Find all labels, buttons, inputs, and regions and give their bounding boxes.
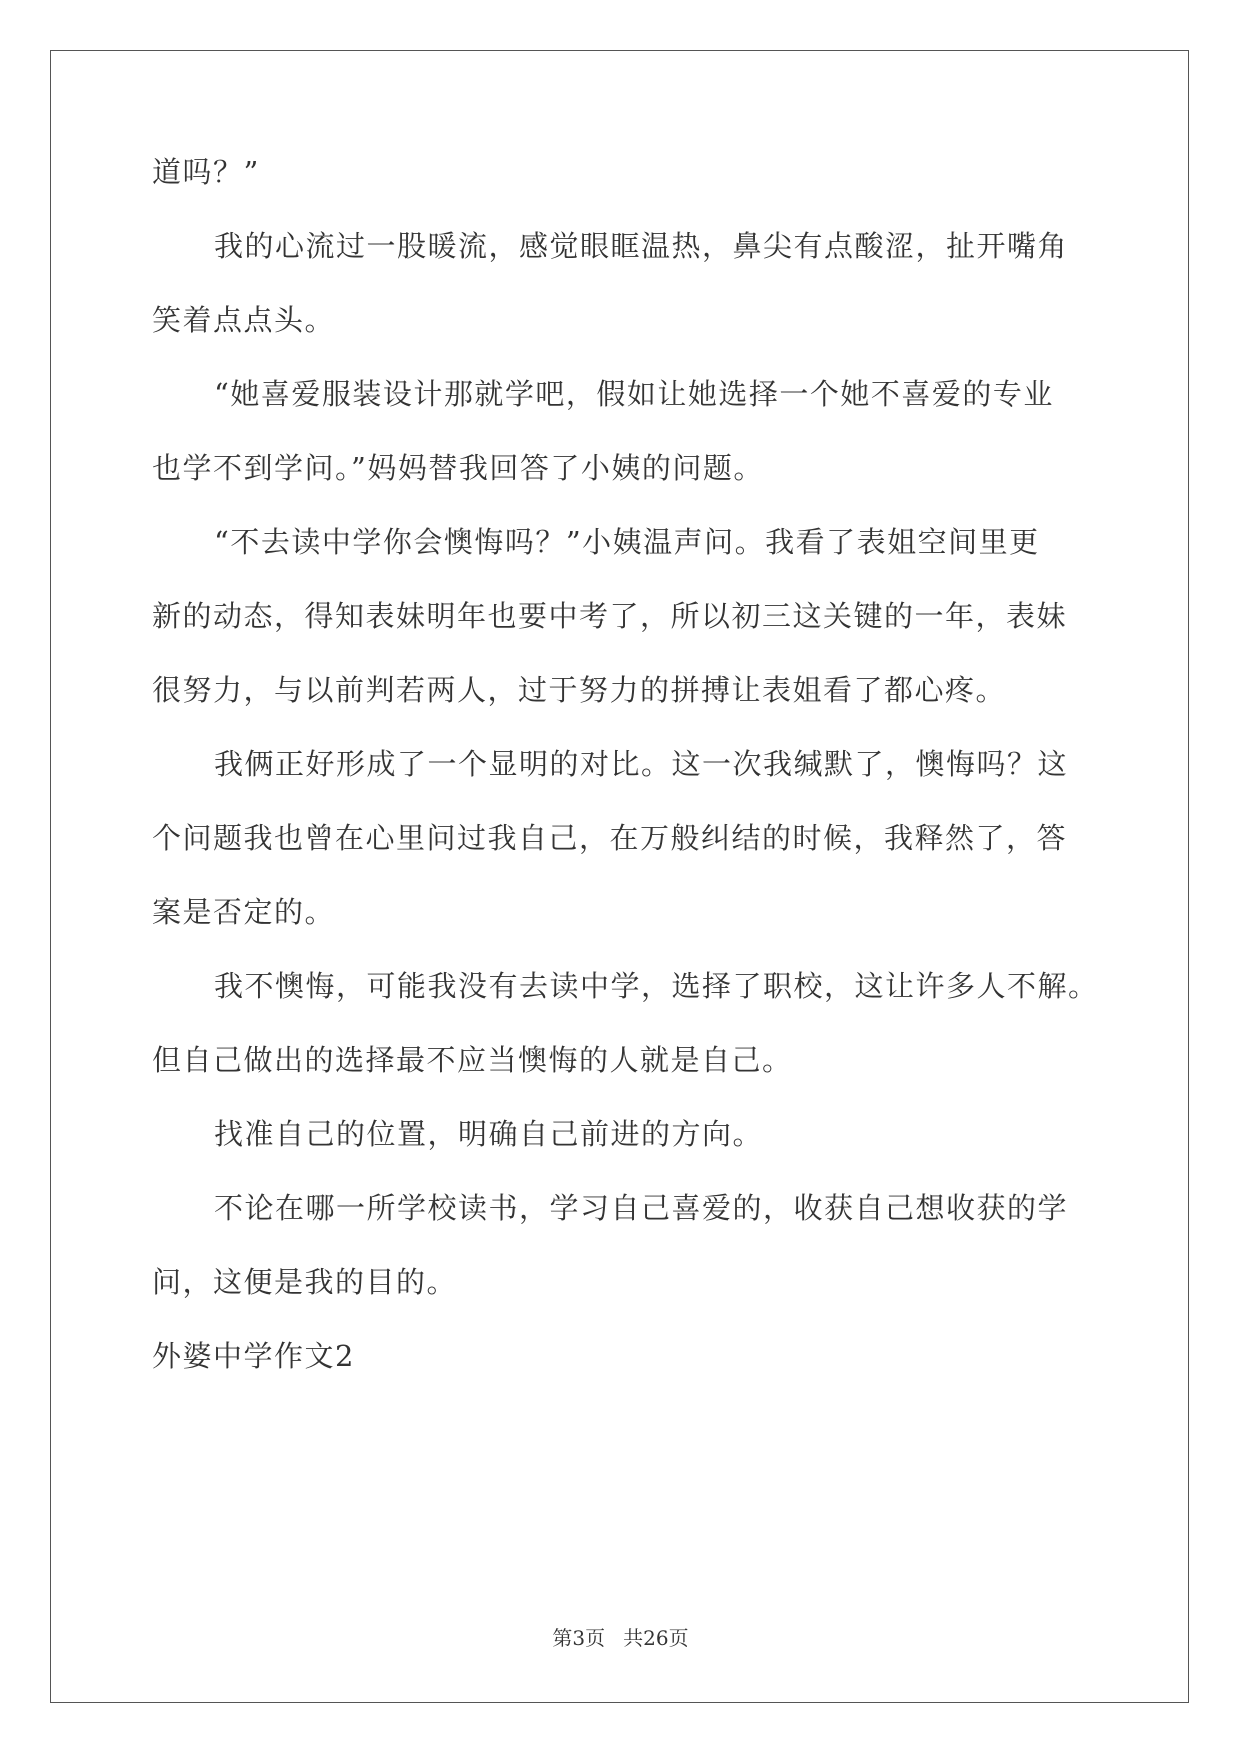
paragraph-line: 问，这便是我的目的。 xyxy=(152,1265,458,1299)
paragraph-line: 不论在哪一所学校读书，学习自己喜爱的，收获自己想收获的学 xyxy=(214,1191,1069,1225)
paragraph-line: “她喜爱服装设计那就学吧，假如让她选择一个她不喜爱的专业 xyxy=(214,377,1054,411)
page-footer xyxy=(0,1622,1241,1651)
paragraph-line: 我不懊悔，可能我没有去读中学，选择了职校，这让许多人不解。 xyxy=(214,969,1099,1003)
paragraph-line: 也学不到学问。”妈妈替我回答了小姨的问题。 xyxy=(152,451,764,485)
section-heading: 外婆中学作文2 xyxy=(152,1339,355,1373)
page-border xyxy=(50,50,1189,1703)
paragraph-line: 笑着点点头。 xyxy=(152,303,336,337)
total-pages: 共26页 xyxy=(623,1626,689,1650)
paragraph-line: 我的心流过一股暖流，感觉眼眶温热，鼻尖有点酸涩，扯开嘴角 xyxy=(214,229,1069,263)
paragraph-line: 找准自己的位置，明确自己前进的方向。 xyxy=(214,1117,764,1151)
paragraph-line: 案是否定的。 xyxy=(152,895,336,929)
paragraph-line: 但自己做出的选择最不应当懊悔的人就是自己。 xyxy=(152,1043,793,1077)
paragraph-line: 道吗？” xyxy=(152,155,260,189)
paragraph-line: “不去读中学你会懊悔吗？”小姨温声问。我看了表姐空间里更 xyxy=(214,525,1040,559)
paragraph-line: 个问题我也曾在心里问过我自己，在万般纠结的时候，我释然了，答 xyxy=(152,821,1068,855)
paragraph-line: 很努力，与以前判若两人，过于努力的拼搏让表姐看了都心疼。 xyxy=(152,673,1007,707)
page-number: 第3页 xyxy=(552,1626,606,1650)
paragraph-line: 新的动态，得知表妹明年也要中考了，所以初三这关键的一年，表妹 xyxy=(152,599,1068,633)
paragraph-line: 我俩正好形成了一个显明的对比。这一次我缄默了，懊悔吗？这 xyxy=(214,747,1069,781)
